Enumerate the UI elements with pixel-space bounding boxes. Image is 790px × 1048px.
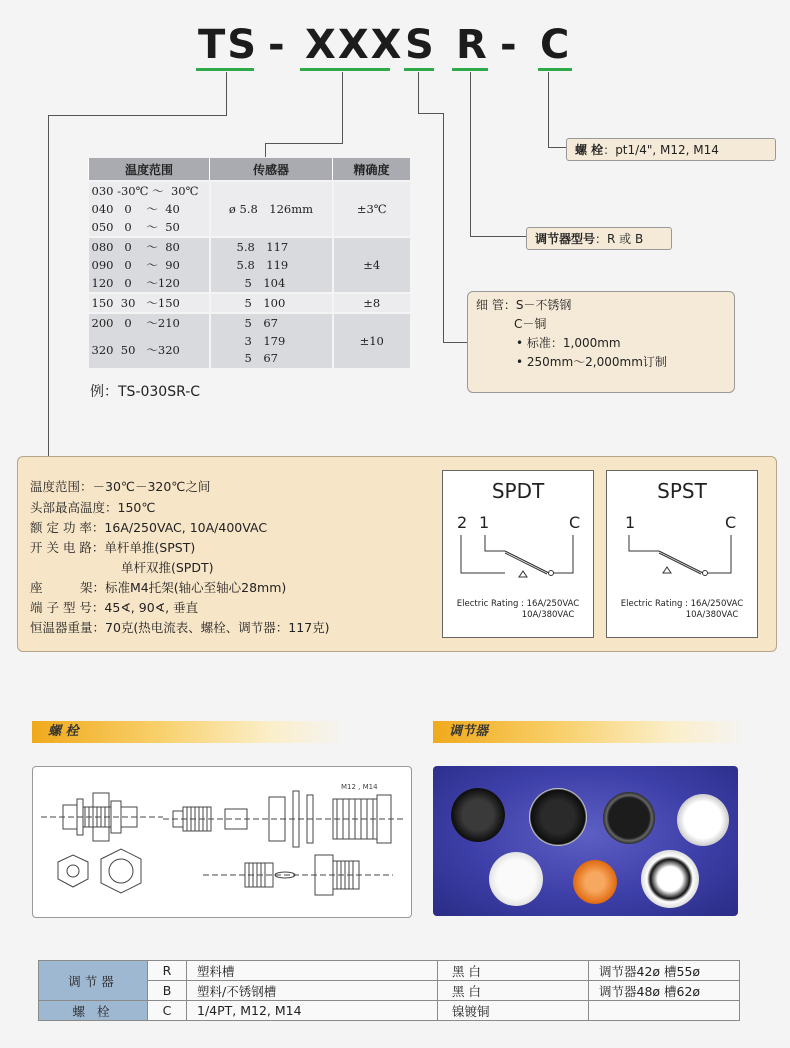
spec-terminal: 端 子 型 号：45∢, 90∢, 垂直 xyxy=(30,600,199,615)
row-size: 调节器42ø 槽55ø xyxy=(589,961,740,981)
code-dash-2: - xyxy=(500,22,519,68)
regulator-callout-label: 调节器型号 xyxy=(535,232,596,246)
connector xyxy=(342,72,343,144)
connector xyxy=(418,72,419,114)
range-cell: 080 0 ～ 80 xyxy=(89,237,210,256)
spdt-schematic xyxy=(443,471,593,601)
connector xyxy=(48,115,227,116)
drawing-label: M12 , M14 xyxy=(341,783,378,791)
connector xyxy=(265,143,343,144)
bolt-callout xyxy=(566,138,776,161)
knob-orange xyxy=(573,860,617,904)
header-sensor: 传感器 xyxy=(210,158,333,181)
row-name: 调节器 xyxy=(39,961,148,1001)
code-c: C xyxy=(540,22,572,68)
accuracy-cell: ±4 xyxy=(333,237,411,293)
code-r: R xyxy=(456,22,489,68)
row-size xyxy=(589,1001,740,1021)
row-size: 调节器48ø 槽62ø xyxy=(589,981,740,1001)
spst-terminal-c: C xyxy=(725,513,737,532)
bolt-callout-label: 螺 栓 xyxy=(575,143,604,157)
regulator-callout xyxy=(526,227,672,250)
parts-table xyxy=(38,960,740,1021)
spdt-diagram xyxy=(442,470,594,638)
row-key: R xyxy=(148,961,187,981)
spst-terminal-1: 1 xyxy=(625,513,636,532)
row-material: 1/4PT, M12, M14 xyxy=(187,1001,438,1021)
row-material: 塑料槽 xyxy=(187,961,438,981)
table-row xyxy=(39,1001,740,1021)
code-dash-1: - xyxy=(268,22,287,68)
accuracy-cell: ±3℃ xyxy=(333,181,411,237)
connector xyxy=(226,72,227,116)
tube-line-2: C－铜 xyxy=(514,317,547,331)
range-cell: 040 0 ～ 40 xyxy=(89,200,210,218)
sensor-cell xyxy=(210,332,333,368)
knob-white-2 xyxy=(489,852,543,906)
row-color: 黑 白 xyxy=(438,981,589,1001)
spec-weight: 恒温器重量：70克(热电流表、螺栓、调节器：117克) xyxy=(30,620,330,635)
sensor-cell: ø 5.8 126mm xyxy=(210,181,333,237)
spec-mount: 座 架：标准M4托架(轴心至轴心28mm) xyxy=(30,580,287,595)
tube-line-1: 细 管：S－不锈钢 xyxy=(476,298,572,312)
connector xyxy=(470,236,526,237)
spec-switch-circuit: 开 关 电 路：单杆单推(SPST) xyxy=(30,540,196,555)
range-cell: 120 0 ～120 xyxy=(89,274,210,293)
spec-rated-power: 额 定 功 率：16A/250VAC, 10A/400VAC xyxy=(30,520,268,535)
table-row xyxy=(89,293,411,313)
tube-callout xyxy=(467,291,735,393)
code-xxx: XXX xyxy=(305,22,404,68)
sensor-cell: 5.8 119 xyxy=(210,256,333,274)
connector xyxy=(548,72,549,148)
spst-diagram xyxy=(606,470,758,638)
temperature-range-table xyxy=(88,158,410,368)
knob-black xyxy=(451,788,505,842)
row-key: C xyxy=(148,1001,187,1021)
connector xyxy=(48,115,49,457)
row-key: B xyxy=(148,981,187,1001)
spdt-rating: Electric Rating : 16A/250VAC 10A/380VAC xyxy=(456,599,580,620)
table-row xyxy=(39,961,740,981)
regulator-callout-value: ：R 或 B xyxy=(595,232,644,246)
underline-r xyxy=(452,68,488,71)
table-row xyxy=(89,181,411,200)
sensor-cell: 5 100 xyxy=(210,293,333,313)
spdt-terminal-c: C xyxy=(569,513,581,532)
accuracy-cell: ±8 xyxy=(333,293,411,313)
regulator-photo xyxy=(433,766,738,916)
example-label: 例：TS-030SR-C xyxy=(90,384,201,400)
range-cell: 200 0 ～210 xyxy=(89,313,210,332)
connector xyxy=(443,342,467,343)
knob-black-2 xyxy=(529,788,587,846)
connector xyxy=(418,113,444,114)
spst-schematic xyxy=(607,471,757,601)
table-row xyxy=(89,237,411,256)
code-s: S xyxy=(405,22,436,68)
range-cell: 320 50 ～320 xyxy=(89,332,210,368)
spst-title: SPST xyxy=(657,479,707,503)
underline-s xyxy=(404,68,434,71)
section-regulator: 调节器 xyxy=(433,721,749,743)
range-cell: 090 0 ～ 90 xyxy=(89,256,210,274)
connector xyxy=(548,147,566,148)
sensor-cell: 5.8 117 xyxy=(210,237,333,256)
bolt-callout-value: ：pt1/4", M12, M14 xyxy=(603,143,719,157)
spec-head-max-temp: 头部最高温度：150℃ xyxy=(30,500,156,515)
sensor-cell: 5 67 xyxy=(210,313,333,332)
spec-switch-circuit-2: 单杆双推(SPDT) xyxy=(121,560,214,575)
range-cell: 050 0 ～ 50 xyxy=(89,218,210,237)
spdt-terminal-2: 2 xyxy=(457,513,468,532)
connector xyxy=(443,113,444,343)
connector xyxy=(470,72,471,237)
table-row xyxy=(89,313,411,332)
sensor-value: 3 179 xyxy=(244,334,286,348)
tube-line-3: • 标准：1,000mm xyxy=(516,336,621,350)
knob-white-black xyxy=(641,850,699,908)
underline-ts xyxy=(196,68,254,71)
row-material: 塑料/不锈钢槽 xyxy=(187,981,438,1001)
knob-white xyxy=(677,794,729,846)
range-cell: 030 -30℃ ～ 30℃ xyxy=(89,181,210,200)
range-cell: 150 30 ～150 xyxy=(89,293,210,313)
section-bolt: 螺 栓 xyxy=(32,721,348,743)
header-range: 温度范围 xyxy=(89,158,210,181)
code-ts: TS xyxy=(198,22,259,68)
spst-rating: Electric Rating : 16A/250VAC 10A/380VAC xyxy=(620,599,744,620)
row-color: 黑 白 xyxy=(438,961,589,981)
connector xyxy=(265,143,266,157)
spdt-terminal-1: 1 xyxy=(479,513,490,532)
bolt-drawing xyxy=(32,766,412,918)
tube-line-4: • 250mm～2,000mm订制 xyxy=(516,355,667,369)
header-accuracy: 精确度 xyxy=(333,158,411,181)
underline-c xyxy=(538,68,572,71)
accuracy-cell: ±10 xyxy=(333,313,411,368)
row-name: 螺 栓 xyxy=(39,1001,148,1021)
spec-temp-range: 温度范围：－30℃－320℃之间 xyxy=(30,479,211,494)
row-color: 镍镀铜 xyxy=(438,1001,589,1021)
knob-black-3 xyxy=(603,792,655,844)
sensor-value: 5 67 xyxy=(244,351,278,365)
spdt-title: SPDT xyxy=(491,479,545,503)
underline-xxx xyxy=(300,68,390,71)
sensor-cell: 5 104 xyxy=(210,274,333,293)
